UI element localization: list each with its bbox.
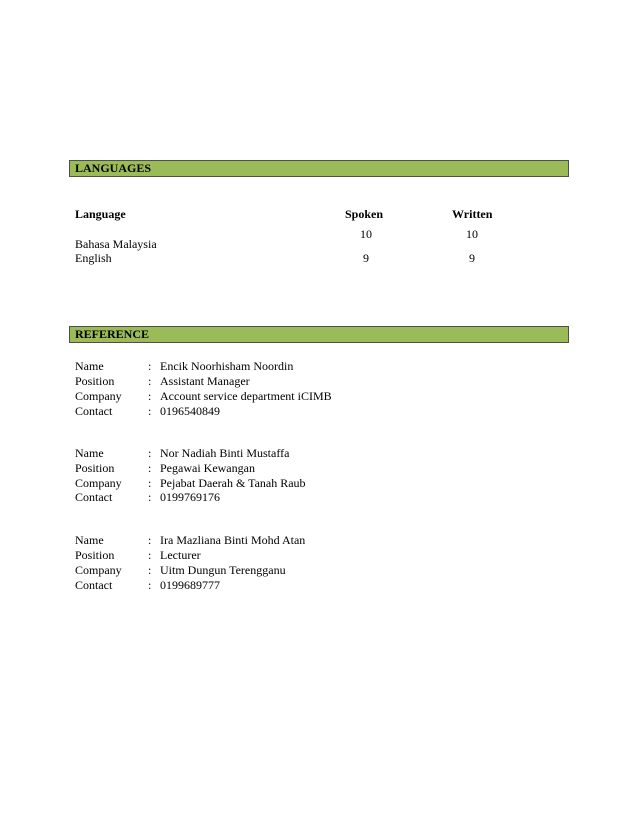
languages-section-title: LANGUAGES — [75, 161, 152, 175]
written-score: 9 — [469, 251, 475, 265]
position-label: Position — [75, 548, 115, 562]
reference-contact: 0196540849 — [160, 404, 220, 418]
separator: : — [148, 548, 152, 562]
separator: : — [148, 374, 152, 388]
position-label: Position — [75, 374, 115, 388]
spoken-score: 9 — [363, 251, 369, 265]
separator: : — [148, 533, 152, 547]
contact-label: Contact — [75, 490, 113, 504]
name-label: Name — [75, 446, 104, 460]
reference-company: Account service department iCIMB — [160, 389, 332, 403]
position-label: Position — [75, 461, 115, 475]
spoken-column-header: Spoken — [345, 207, 384, 221]
company-label: Company — [75, 563, 122, 577]
languages-section-header — [69, 160, 569, 177]
separator: : — [148, 578, 152, 592]
contact-label: Contact — [75, 578, 113, 592]
spoken-score: 10 — [360, 227, 372, 241]
reference-position: Pegawai Kewangan — [160, 461, 255, 475]
reference-contact: 0199689777 — [160, 578, 220, 592]
name-label: Name — [75, 533, 104, 547]
language-name: English — [75, 251, 112, 265]
separator: : — [148, 490, 152, 504]
reference-section-header — [69, 326, 569, 343]
contact-label: Contact — [75, 404, 113, 418]
reference-name: Encik Noorhisham Noordin — [160, 359, 294, 373]
reference-name: Ira Mazliana Binti Mohd Atan — [160, 533, 306, 547]
written-column-header: Written — [452, 207, 493, 221]
reference-company: Uitm Dungun Terengganu — [160, 563, 286, 577]
language-column-header: Language — [75, 207, 126, 221]
language-name: Bahasa Malaysia — [75, 237, 157, 251]
company-label: Company — [75, 389, 122, 403]
written-score: 10 — [466, 227, 478, 241]
reference-position: Lecturer — [160, 548, 201, 562]
company-label: Company — [75, 476, 122, 490]
reference-section-title: REFERENCE — [75, 327, 150, 341]
separator: : — [148, 461, 152, 475]
separator: : — [148, 476, 152, 490]
separator: : — [148, 563, 152, 577]
separator: : — [148, 359, 152, 373]
reference-company: Pejabat Daerah & Tanah Raub — [160, 476, 306, 490]
reference-name: Nor Nadiah Binti Mustaffa — [160, 446, 290, 460]
reference-position: Assistant Manager — [160, 374, 250, 388]
reference-contact: 0199769176 — [160, 490, 220, 504]
separator: : — [148, 446, 152, 460]
separator: : — [148, 404, 152, 418]
name-label: Name — [75, 359, 104, 373]
separator: : — [148, 389, 152, 403]
